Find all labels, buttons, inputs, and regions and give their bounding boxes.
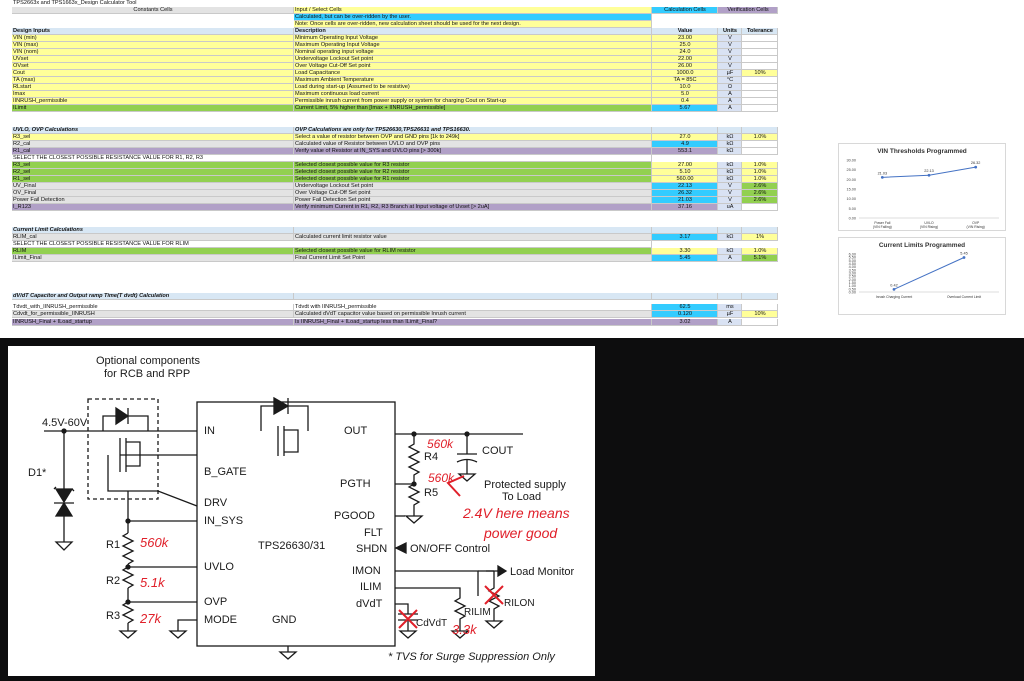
load-monitor-label: Load Monitor <box>510 566 575 578</box>
data-label: 22.13 <box>924 169 934 174</box>
table-row <box>12 70 778 77</box>
table-row <box>12 169 778 176</box>
y-tick-label: 2.00 <box>848 277 856 282</box>
unit-cell: A <box>718 98 742 105</box>
tolerance-cell[interactable]: 1.0% <box>742 134 778 141</box>
param-desc: Calculated current limit resistor value <box>294 234 652 241</box>
y-tick-label: 0.00 <box>848 216 856 221</box>
table-row <box>12 42 778 49</box>
table-row <box>12 63 778 70</box>
pin-flt: FLT <box>364 527 383 539</box>
unit-cell: kΩ <box>718 141 742 148</box>
value-cell: 553.1 <box>652 148 718 155</box>
pin-pgood: PGOOD <box>334 510 375 522</box>
tolerance-cell <box>742 141 778 148</box>
tvs-note: * TVS for Surge Suppression Only <box>388 651 555 663</box>
legend-calculation: Calculation Cells <box>652 7 718 14</box>
table-row <box>12 162 778 169</box>
tolerance-cell[interactable]: 1.0% <box>742 162 778 169</box>
unit-cell: Ω <box>718 84 742 91</box>
param-name: IINRUSH_permissible <box>12 98 294 105</box>
tolerance-cell <box>742 304 778 311</box>
x-tick-label: (VIN Falling) <box>872 225 892 229</box>
unit-cell: A <box>718 319 742 326</box>
d1-label: D1* <box>28 467 47 479</box>
param-desc: Maximum Ambient Temperature <box>294 77 652 84</box>
table-row <box>12 311 778 318</box>
unit-cell: kΩ <box>718 248 742 255</box>
tolerance-cell: 5.1% <box>742 255 778 262</box>
param-desc: Selected closest possible value for R2 resistor <box>294 169 652 176</box>
unit-cell: V <box>718 197 742 204</box>
value-cell[interactable]: 3.30 <box>652 248 718 255</box>
handwritten-rilim-value: 3.3k <box>452 622 477 637</box>
table-row <box>12 248 778 255</box>
param-desc: Maximum Operating Input Voltage <box>294 42 652 49</box>
param-name: ILimit_Final <box>12 255 294 262</box>
data-label: 0.42 <box>890 283 898 288</box>
param-name: ILimit <box>12 105 294 112</box>
tolerance-cell[interactable]: 10% <box>742 70 778 77</box>
tolerance-cell: 2.6% <box>742 197 778 204</box>
table-row <box>12 304 778 311</box>
unit-cell: kΩ <box>718 169 742 176</box>
x-tick-label: UVLO <box>924 221 934 225</box>
value-cell: 37.16 <box>652 204 718 211</box>
param-desc: Select a value of resistor between OVP and GND pins [1k to 249k] <box>294 134 652 141</box>
param-desc: Nominal operating input voltage <box>294 49 652 56</box>
unit-cell: µF <box>718 70 742 77</box>
tolerance-cell[interactable]: 1.0% <box>742 169 778 176</box>
unit-cell: A <box>718 255 742 262</box>
value-cell[interactable]: 5.0 <box>652 91 718 98</box>
param-name: R2_cal <box>12 141 294 148</box>
x-tick-label: OVP <box>972 221 980 225</box>
param-name: UVset <box>12 56 294 63</box>
value-cell[interactable]: 5.10 <box>652 169 718 176</box>
param-desc: Permissible inrush current from power supply or system for charging Cout on Start-up <box>294 98 652 105</box>
x-tick-label: (VIN Rising) <box>966 225 985 229</box>
table-row <box>12 35 778 42</box>
value-cell[interactable]: 24.0 <box>652 49 718 56</box>
pin-out: OUT <box>344 425 368 437</box>
value-cell: 21.03 <box>652 197 718 204</box>
tolerance-cell <box>742 42 778 49</box>
tolerance-cell <box>742 319 778 326</box>
value-cell[interactable]: 1000.0 <box>652 70 718 77</box>
rilon-label: RILON <box>504 598 535 609</box>
sheet-title: TPS2663x and TPS1663x_Design Calculator Tool <box>13 0 137 6</box>
value-cell: 3.02 <box>652 319 718 326</box>
value-cell: 62.5 <box>652 304 718 311</box>
handwritten-r4-value: 560k <box>427 437 454 451</box>
param-name: R3_sel <box>12 162 294 169</box>
param-name: VIN (max) <box>12 42 294 49</box>
pin-mode: MODE <box>204 614 237 626</box>
pin-pgth: PGTH <box>340 478 371 490</box>
onoff-label: ON/OFF Control <box>410 543 491 555</box>
r3-label: R3 <box>106 610 121 622</box>
y-tick-label: 2.50 <box>848 274 856 279</box>
tolerance-cell[interactable]: 1% <box>742 234 778 241</box>
param-name: Cout <box>12 70 294 77</box>
param-name: R1_sel <box>12 176 294 183</box>
unit-cell: µF <box>718 311 742 318</box>
unit-cell: V <box>718 49 742 56</box>
param-name: RLIM_cal <box>12 234 294 241</box>
param-desc: Current Limit, 5% higher than [Imax + IINRUSH_permissible] <box>294 105 652 112</box>
param-name: RLstart <box>12 84 294 91</box>
tolerance-cell: 2.6% <box>742 190 778 197</box>
tolerance-cell <box>742 77 778 84</box>
legend-input: Input / Select Cells <box>294 7 652 14</box>
table-row <box>12 204 778 211</box>
value-cell: 22.13 <box>652 183 718 190</box>
y-tick-label: 6.00 <box>848 252 856 257</box>
unit-cell: kΩ <box>718 134 742 141</box>
r1-label: R1 <box>106 539 121 551</box>
table-row <box>12 105 778 112</box>
param-desc: Verify value of Resistor at IN_SYS and UVLO pins [> 300k] <box>294 148 652 155</box>
table-row <box>12 190 778 197</box>
tolerance-cell <box>742 91 778 98</box>
table-row <box>12 77 778 84</box>
tolerance-cell[interactable]: 10% <box>742 311 778 318</box>
tolerance-cell <box>742 148 778 155</box>
legend-constants: Constants Cells <box>12 7 294 14</box>
table-row <box>12 183 778 190</box>
current-limits-chart <box>838 237 1006 315</box>
param-name: RLIM <box>12 248 294 255</box>
tolerance-cell <box>742 84 778 91</box>
y-tick-label: 4.00 <box>848 265 856 270</box>
value-cell[interactable]: 0.4 <box>652 98 718 105</box>
param-desc: Selected closest possible value for R3 resistor <box>294 162 652 169</box>
value-cell[interactable]: 10.0 <box>652 84 718 91</box>
unit-cell: °C <box>718 77 742 84</box>
unit-cell: uA <box>718 204 742 211</box>
tolerance-cell[interactable]: 1.0% <box>742 248 778 255</box>
pin-ovp: OVP <box>204 596 228 608</box>
table-row <box>12 176 778 183</box>
param-desc: Calculated value of Resistor between UVLO and OVP pins <box>294 141 652 148</box>
param-desc: Final Current Limit Set Point <box>294 255 652 262</box>
optional-label-2: for RCB and RPP <box>104 368 191 380</box>
data-point <box>881 176 884 179</box>
value-cell[interactable]: 27.0 <box>652 134 718 141</box>
chart-title: Current Limits Programmed <box>878 242 966 249</box>
handwritten-pgood-note-1: 2.4V here means <box>463 505 570 521</box>
tolerance-cell <box>742 49 778 56</box>
col-header-description: Description <box>294 28 652 35</box>
table-row <box>12 197 778 204</box>
r4-label: R4 <box>424 451 439 463</box>
param-desc: Load during start-up (Assumed to be resistive) <box>294 84 652 91</box>
param-desc: Is IINRUSH_Final + ILoad_startup less than ILimit_Final? <box>294 319 652 326</box>
tolerance-cell <box>742 63 778 70</box>
tolerance-cell <box>742 98 778 105</box>
param-name: OVset <box>12 63 294 70</box>
pin-gnd: GND <box>272 614 297 626</box>
vin-thresholds-chart <box>838 143 1006 231</box>
param-name: UV_Final <box>12 183 294 190</box>
handwritten-r3-value: 27k <box>140 611 161 626</box>
table-row <box>12 255 778 262</box>
data-label: 26.32 <box>970 161 981 166</box>
r5-label: R5 <box>424 487 439 499</box>
param-desc: Selected closest possible value for RLIM resistor <box>294 248 652 255</box>
legend-row-3 <box>12 21 778 28</box>
table-row <box>12 148 778 155</box>
value-cell: 3.17 <box>652 234 718 241</box>
param-name: VIN (min) <box>12 35 294 42</box>
legend-note: Note: Once cells are over-ridden, new calculation sheet should be used for the next design. <box>294 21 652 28</box>
y-tick-label: 5.00 <box>848 258 856 263</box>
param-name: Cdvdt_for_permissible_IINRUSH <box>12 311 294 318</box>
section-title: UVLO, OVP Calculations <box>12 127 294 134</box>
param-desc: Over Voltage Cut-Off Set point <box>294 190 652 197</box>
table-row <box>12 98 778 105</box>
param-name: R3_sel <box>12 134 294 141</box>
design-inputs-header <box>12 28 778 35</box>
y-tick-label: 1.50 <box>848 281 856 285</box>
col-header-value: Value <box>652 28 718 35</box>
series-line <box>894 257 964 289</box>
param-desc: Selected closest possible value for R1 resistor <box>294 176 652 183</box>
y-tick-label: 3.50 <box>848 268 856 273</box>
unit-cell: kΩ <box>718 148 742 155</box>
param-name: Imax <box>12 91 294 98</box>
param-desc: Power Fail Detection Set point <box>294 197 652 204</box>
handwritten-pgood-note-2: power good <box>484 525 558 541</box>
param-desc: Verify minimum Current in R1, R2, R3 Branch at Input voltage of Uvset [> 2uA] <box>294 204 652 211</box>
x-tick-label: Power Fail <box>874 221 891 225</box>
table-row <box>12 91 778 98</box>
unit-cell: kΩ <box>718 176 742 183</box>
param-desc: Maximum continuous load current <box>294 91 652 98</box>
y-tick-label: 0.00 <box>848 290 856 295</box>
y-tick-label: 20.00 <box>846 177 856 182</box>
value-cell: 26.32 <box>652 190 718 197</box>
current-limits-plot <box>839 238 1005 314</box>
unit-cell: kΩ <box>718 162 742 169</box>
table-row <box>12 234 778 241</box>
table-row <box>12 319 778 326</box>
tolerance-cell <box>742 35 778 42</box>
table-row <box>12 56 778 63</box>
table-row <box>12 134 778 141</box>
x-tick-label: Overload Current Limit <box>946 295 982 299</box>
y-tick-label: 5.00 <box>848 206 856 211</box>
section-title: dV/dT Capacitor and Output ramp Time(T dvdt) Calculation <box>12 293 294 300</box>
handwritten-r5-value: 560k <box>428 471 455 485</box>
chip-name: TPS26630/31 <box>258 540 326 552</box>
pin-dvdt: dVdT <box>356 598 383 610</box>
select-note: SELECT THE CLOSEST POSSIBLE RESISTANCE VALUE FOR R1, R2, R3 <box>12 155 652 162</box>
unit-cell: A <box>718 105 742 112</box>
value-cell[interactable]: TA = 85C <box>652 77 718 84</box>
dvdt-section-header <box>12 293 778 300</box>
unit-cell: kΩ <box>718 234 742 241</box>
param-desc: Undervoltage Lockout Set point <box>294 183 652 190</box>
pin-shdn: SHDN <box>356 543 388 555</box>
vin-label: 4.5V-60V <box>42 417 88 429</box>
tolerance-cell <box>742 56 778 63</box>
r2-label: R2 <box>106 575 121 587</box>
uvlo-section-header <box>12 127 778 134</box>
param-name: R1_cal <box>12 148 294 155</box>
select-note-row <box>12 241 778 248</box>
y-tick-label: 30.00 <box>846 158 856 163</box>
value-cell[interactable]: 27.00 <box>652 162 718 169</box>
value-cell: 0.120 <box>652 311 718 318</box>
rilim-label: RILIM <box>464 607 491 618</box>
col-header-units: Units <box>718 28 742 35</box>
data-point <box>928 174 931 177</box>
unit-cell: V <box>718 56 742 63</box>
table-row <box>12 141 778 148</box>
cout-label: COUT <box>482 445 514 457</box>
pin-b-gate: B_GATE <box>204 466 247 478</box>
section-subtitle: OVP Calculations are only for TPS26630,TPS26631 and TPS16630. <box>294 127 652 134</box>
data-point <box>974 166 977 169</box>
vin-thresholds-plot <box>839 144 1005 230</box>
data-point <box>963 256 966 259</box>
param-name: Power Fail Detection <box>12 197 294 204</box>
value-cell[interactable]: 560.00 <box>652 176 718 183</box>
pin-in: IN <box>204 425 215 437</box>
legend-verification: Verification Cells <box>718 7 778 14</box>
pin-imon: IMON <box>352 565 381 577</box>
data-point <box>893 288 896 291</box>
param-name: OV_Final <box>12 190 294 197</box>
table-row <box>12 49 778 56</box>
pin-in-sys: IN_SYS <box>204 515 244 527</box>
chart-title: VIN Thresholds Programmed <box>877 148 967 155</box>
param-desc: Over Voltage Cut-Off Set point <box>294 63 652 70</box>
y-tick-label: 4.50 <box>848 262 856 266</box>
value-cell[interactable]: 26.00 <box>652 63 718 70</box>
select-note: SELECT THE CLOSEST POSSIBLE RESISTANCE VALUE FOR RLIM <box>12 241 652 248</box>
tolerance-cell <box>742 105 778 112</box>
pin-uvlo: UVLO <box>204 561 234 573</box>
legend-row-2 <box>12 14 778 21</box>
y-tick-label: 10.00 <box>846 197 856 202</box>
data-label: 21.03 <box>877 171 888 176</box>
select-note-row <box>12 155 778 162</box>
unit-cell: V <box>718 183 742 190</box>
handwritten-r1-value: 560k <box>140 535 169 550</box>
unit-cell: V <box>718 63 742 70</box>
pin-ilim: ILIM <box>360 581 382 593</box>
value-cell[interactable]: 25.0 <box>652 42 718 49</box>
value-cell: 4.9 <box>652 141 718 148</box>
param-name: Tdvdt_with_IINRUSH_permissible <box>12 304 294 311</box>
cdvdt-label: CdVdT <box>416 618 448 629</box>
x-tick-label: (VIN Rising) <box>919 225 939 229</box>
unit-cell: V <box>718 190 742 197</box>
param-desc: Minimum Operating Input Voltage <box>294 35 652 42</box>
y-tick-label: 1.00 <box>848 284 856 289</box>
param-name: IINRUSH_Final + ILoad_startup <box>12 319 294 326</box>
y-tick-label: 25.00 <box>846 168 856 173</box>
schematic-panel <box>8 346 595 676</box>
value-cell[interactable]: 5.67 <box>652 105 718 112</box>
param-name: TA (max) <box>12 77 294 84</box>
y-tick-label: 3.00 <box>848 271 856 276</box>
x-tick-label: Inrush Charging Current <box>875 295 913 299</box>
tolerance-cell: 2.6% <box>742 183 778 190</box>
y-tick-label: 5.50 <box>848 255 856 260</box>
tolerance-cell[interactable]: 1.0% <box>742 176 778 183</box>
section-title: Current Limit Calculations <box>12 227 294 234</box>
param-desc: Calculated dVdT capacitor value based on permissible Inrush current <box>294 311 652 318</box>
protected-supply-label: Protected supply <box>484 479 566 491</box>
legend-calculated-note: Calculated, but can be over-ridden by the user. <box>294 14 652 21</box>
data-label: 5.45 <box>960 251 968 256</box>
pin-drv: DRV <box>204 497 228 509</box>
col-header-name: Design Inputs <box>12 28 294 35</box>
schematic-drawing <box>8 346 595 676</box>
to-load-label: To Load <box>502 491 542 503</box>
param-name: I_R123 <box>12 204 294 211</box>
handwritten-r2-value: 5.1k <box>140 575 165 590</box>
ilim-section-header <box>12 227 778 234</box>
value-cell[interactable]: 22.00 <box>652 56 718 63</box>
unit-cell: V <box>718 42 742 49</box>
table-row <box>12 84 778 91</box>
param-desc: Undervoltage Lockout Set point <box>294 56 652 63</box>
col-header-tolerance: Tolerance <box>742 28 778 35</box>
y-tick-label: 0.50 <box>848 287 856 292</box>
legend-row <box>12 7 778 14</box>
unit-cell: ms <box>718 304 742 311</box>
unit-cell: A <box>718 91 742 98</box>
param-desc: Tdvdt with IINRUSH_permissible <box>294 304 652 311</box>
design-calculator-sheet <box>0 0 1024 338</box>
sheet-title-row <box>12 0 778 7</box>
value-cell: 5.45 <box>652 255 718 262</box>
tolerance-cell <box>742 204 778 211</box>
param-name: R2_sel <box>12 169 294 176</box>
optional-label-1: Optional components <box>96 355 200 367</box>
param-desc: Load Capacitance <box>294 70 652 77</box>
y-tick-label: 15.00 <box>846 187 856 192</box>
unit-cell: V <box>718 35 742 42</box>
value-cell[interactable]: 23.00 <box>652 35 718 42</box>
param-name: VIN (nom) <box>12 49 294 56</box>
